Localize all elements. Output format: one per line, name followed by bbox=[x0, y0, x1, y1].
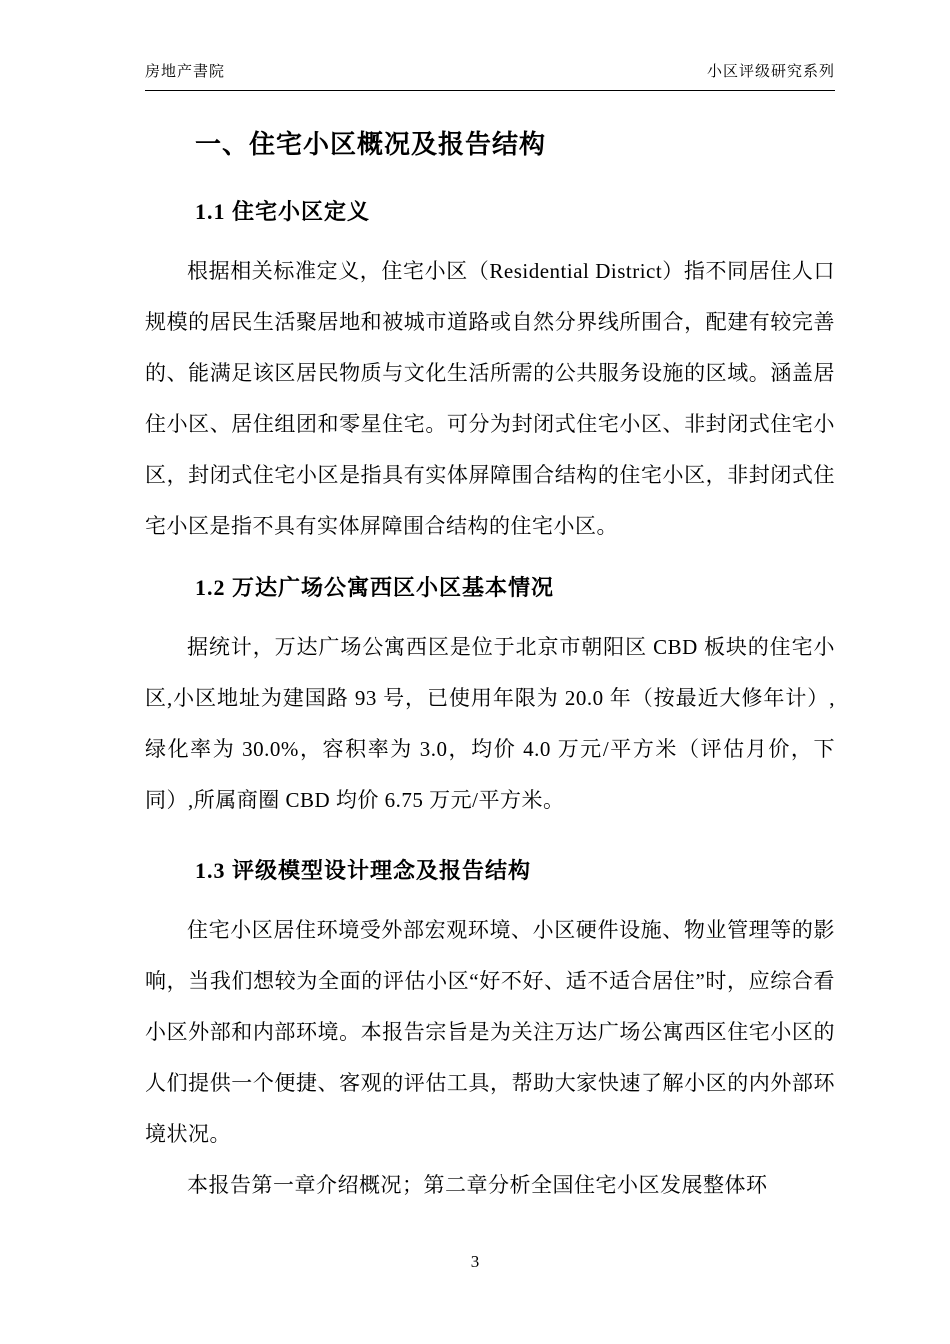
document-body bbox=[145, 88, 835, 1211]
page-footer bbox=[0, 1252, 950, 1272]
paragraph-definition: 根据相关标准定义，住宅小区（Residential District）指不同居住人口规模的居民生活聚居地和被城市道路或自然分界线所围合，配建有较完善的、能满足该区居民物质与文化生活所需的公共服务设施的区域。涵盖居住小区、居住组团和零星住宅。可分为封闭式住宅小区、非封闭式住宅小区，封闭式住宅小区是指具有实体屏障围合结构的住宅小区，非封闭式住宅小区是指不具有实体屏障围合结构的住宅小区。 bbox=[145, 259, 835, 538]
page-number: 3 bbox=[470, 1252, 480, 1271]
section-heading-1-3: 1.3 评级模型设计理念及报告结构 bbox=[195, 858, 532, 883]
header-right-text: 小区评级研究系列 bbox=[706, 64, 835, 80]
paragraph-basic-info: 据统计，万达广场公寓西区是位于北京市朝阳区 CBD 板块的住宅小区,小区地址为建国路 93 号，已使用年限为 20.0 年（按最近大修年计）,绿化率为 30.0%，容积率为 3.0，均价 4.0 万元/平方米（评估月价，下同）,所属商圈 CBD 均价 6.75 万元/平方米。 bbox=[145, 635, 835, 812]
section-heading-1-1: 1.1 住宅小区定义 bbox=[195, 199, 371, 224]
page-header bbox=[145, 60, 835, 91]
section-heading-1-2: 1.2 万达广场公寓西区小区基本情况 bbox=[195, 575, 555, 600]
paragraph-design-concept: 住宅小区居住环境受外部宏观环境、小区硬件设施、物业管理等的影响，当我们想较为全面的评估小区“好不好、适不适合居住”时，应综合看小区外部和内部环境。本报告宗旨是为关注万达广场公寓西区住宅小区的人们提供一个便捷、客观的评估工具，帮助大家快速了解小区的内外部环境状况。 bbox=[145, 918, 835, 1146]
header-left-text: 房地产書院 bbox=[145, 64, 226, 80]
paragraph-report-structure: 本报告第一章介绍概况；第二章分析全国住宅小区发展整体环 bbox=[187, 1173, 768, 1197]
chapter-title: 一、住宅小区概况及报告结构 bbox=[195, 130, 547, 159]
